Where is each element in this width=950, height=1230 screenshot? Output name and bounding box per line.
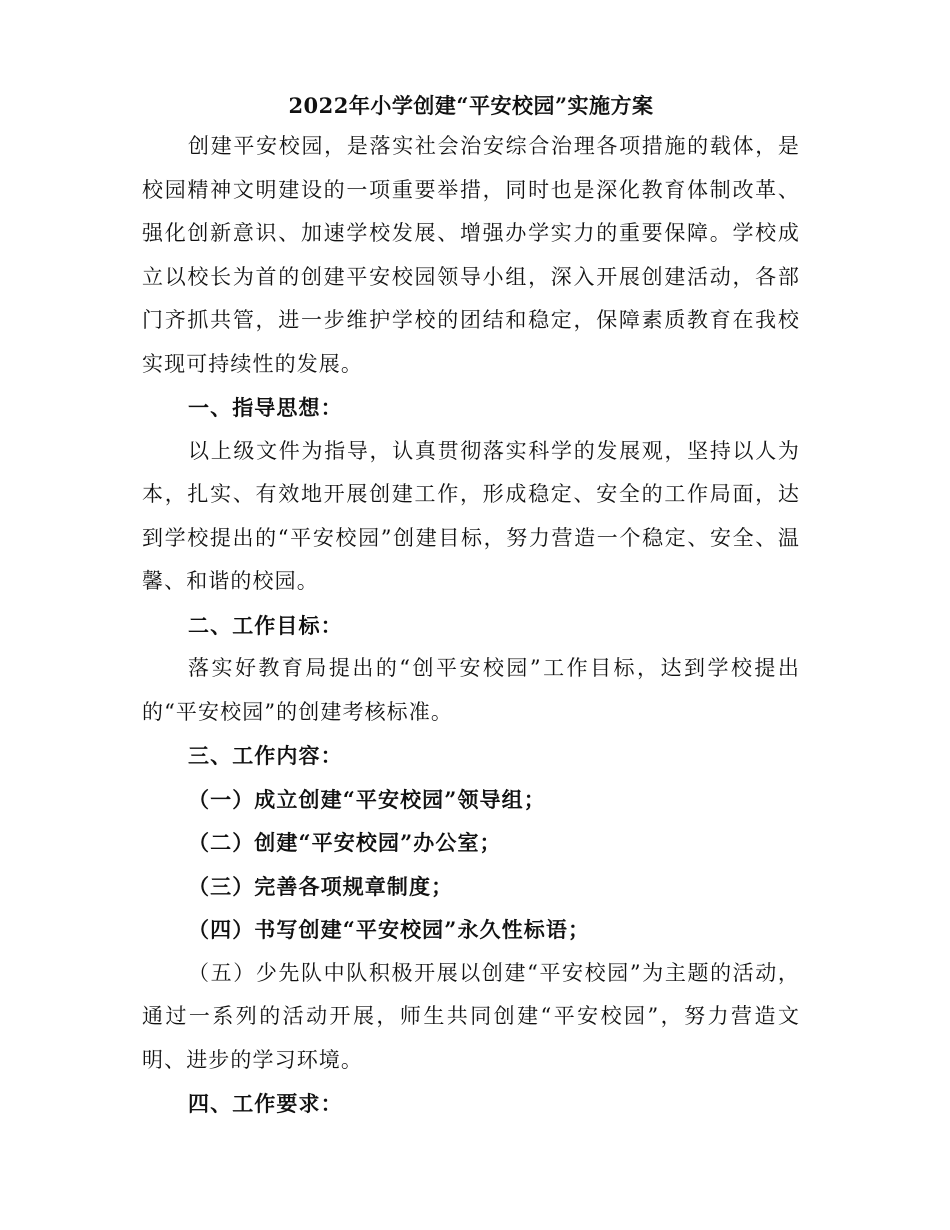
section-heading-work-goals: 二、工作目标： [188, 612, 343, 638]
section-heading-work-content: 三、工作内容： [188, 743, 343, 768]
section-heading-work-requirements: 四、工作要求： [188, 1091, 343, 1116]
intro-paragraph: 创建平安校园，是落实社会治安综合治理各项措施的载体，是校园精神文明建设的一项重要举措，同时也是深化教育体制改革、强化创新意识、加速学校发展、增强办学实力的重要保障。学校成立以校长为首的创建平安校园领导小组，深入开展创建活动，各部门齐抓共管，进一步维护学校的团结和稳定，保障素质教育在我校实现可持续性的发展。 [142, 134, 800, 376]
guiding-ideology-paragraph: 以上级文件为指导，认真贯彻落实科学的发展观，坚持以人为本，扎实、有效地开展创建工作，形成稳定、安全的工作局面，达到学校提出的“平安校园”创建目标，努力营造一个稳定、安全、温馨、和谐的校园。 [142, 438, 800, 593]
work-content-item-2: （二）创建“平安校园”办公室； [188, 830, 502, 855]
work-goals-paragraph: 落实好教育局提出的“创平安校园”工作目标，达到学校提出的“平安校园”的创建考核标准。 [142, 656, 800, 724]
section-heading-guiding-ideology: 一、指导思想： [188, 395, 343, 420]
work-content-item-4: （四）书写创建“平安校园”永久性标语； [188, 917, 591, 942]
work-content-item-3: （三）完善各项规章制度； [188, 873, 454, 899]
work-content-item-5: （五）少先队中队积极开展以创建“平安校园”为主题的活动，通过一系列的活动开展，师生共同创建“平安校园”，努力营造文明、进步的学习环境。 [142, 960, 800, 1072]
work-content-item-1: （一）成立创建“平安校园”领导组； [188, 786, 546, 812]
document-title: 2022年小学创建“平安校园”实施方案 [288, 93, 654, 118]
